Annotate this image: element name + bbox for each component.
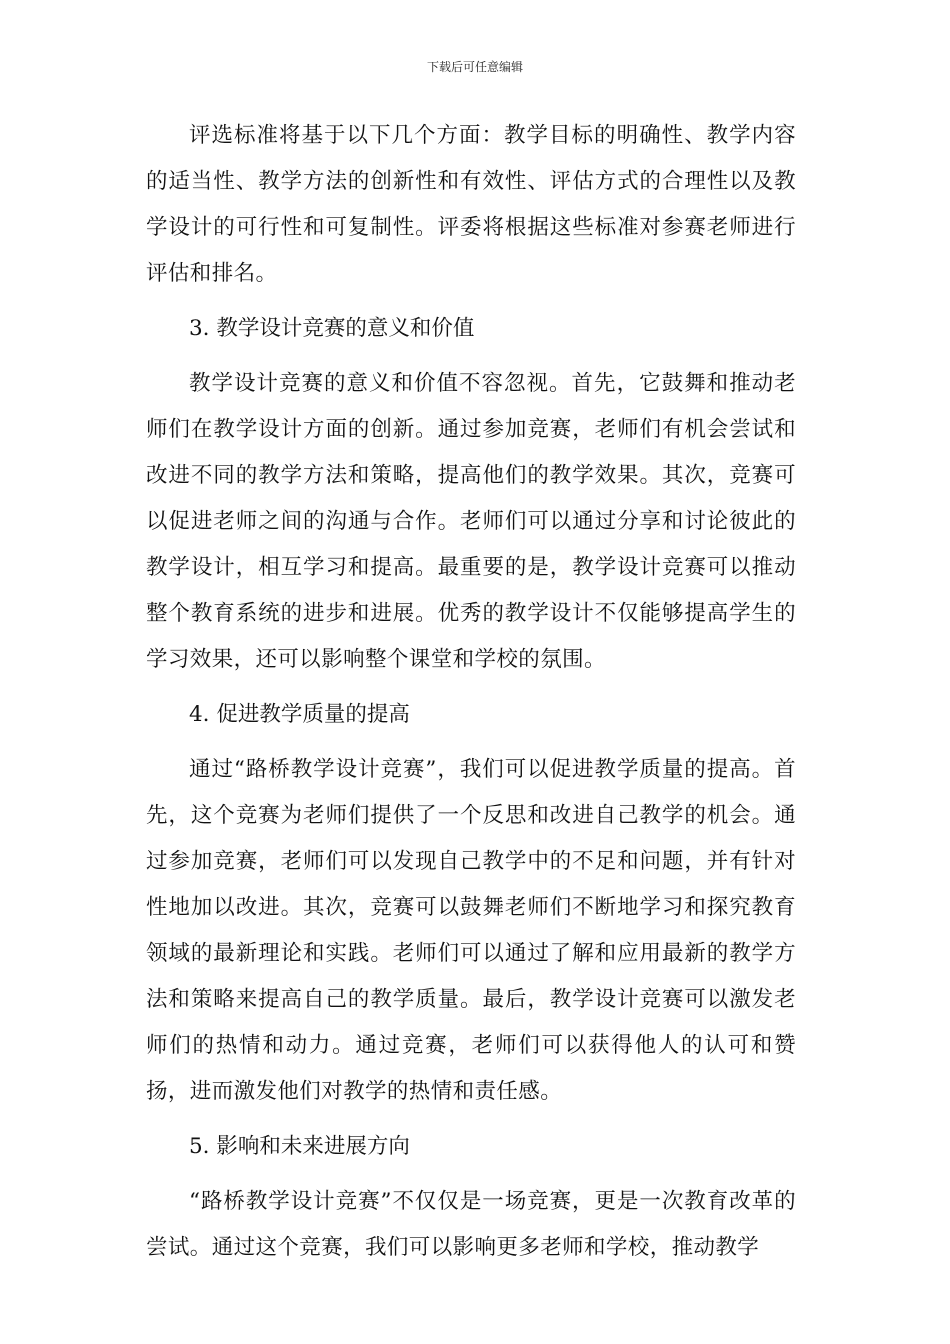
page-header: 下载后可任意编辑 <box>426 60 523 74</box>
paragraph-quality-improvement: 通过“路桥教学设计竞赛”，我们可以促进教学质量的提高。首先，这个竞赛为老师们提供了一个反思和改进自己教学的机会。通过参加竞赛，老师们可以发现自己教学中的不足和问题，并有针对性地加以改进。其次，竞赛可以鼓舞老师们不断地学习和探究教育领域的最新理论和实践。老师们可以通过了解和应用最新的教学方法和策略来提高自己的教学质量。最后，教学设计竞赛可以激发老师们的热情和动力。通过竞赛，老师们可以获得他人的认可和赞扬，进而激发他们对教学的热情和责任感。 <box>146 757 796 1104</box>
document-body <box>146 113 796 1280</box>
paragraph-evaluation-criteria: 评选标准将基于以下几个方面：教学目标的明确性、教学内容的适当性、教学方法的创新性和有效性、评估方式的合理性以及教学设计的可行性和可复制性。评委将根据这些标准对参赛老师进行评估和排名。 <box>146 123 796 286</box>
section-heading-3: 3. 教学设计竞赛的意义和价值 <box>189 316 475 341</box>
paragraph-future-direction: “路桥教学设计竞赛”不仅仅是一场竞赛，更是一次教育改革的尝试。通过这个竞赛，我们可以影响更多老师和学校，推动教学 <box>146 1189 796 1260</box>
section-heading-4: 4. 促进教学质量的提高 <box>189 702 410 727</box>
section-heading-5: 5. 影响和未来进展方向 <box>189 1134 410 1159</box>
paragraph-significance: 教学设计竞赛的意义和价值不容忽视。首先，它鼓舞和推动老师们在教学设计方面的创新。通过参加竞赛，老师们有机会尝试和改进不同的教学方法和策略，提高他们的教学效果。其次，竞赛可以促进老师之间的沟通与合作。老师们可以通过分享和讨论彼此的教学设计，相互学习和提高。最重要的是，教学设计竞赛可以推动整个教育系统的进步和进展。优秀的教学设计不仅能够提高学生的学习效果，还可以影响整个课堂和学校的氛围。 <box>146 371 796 672</box>
